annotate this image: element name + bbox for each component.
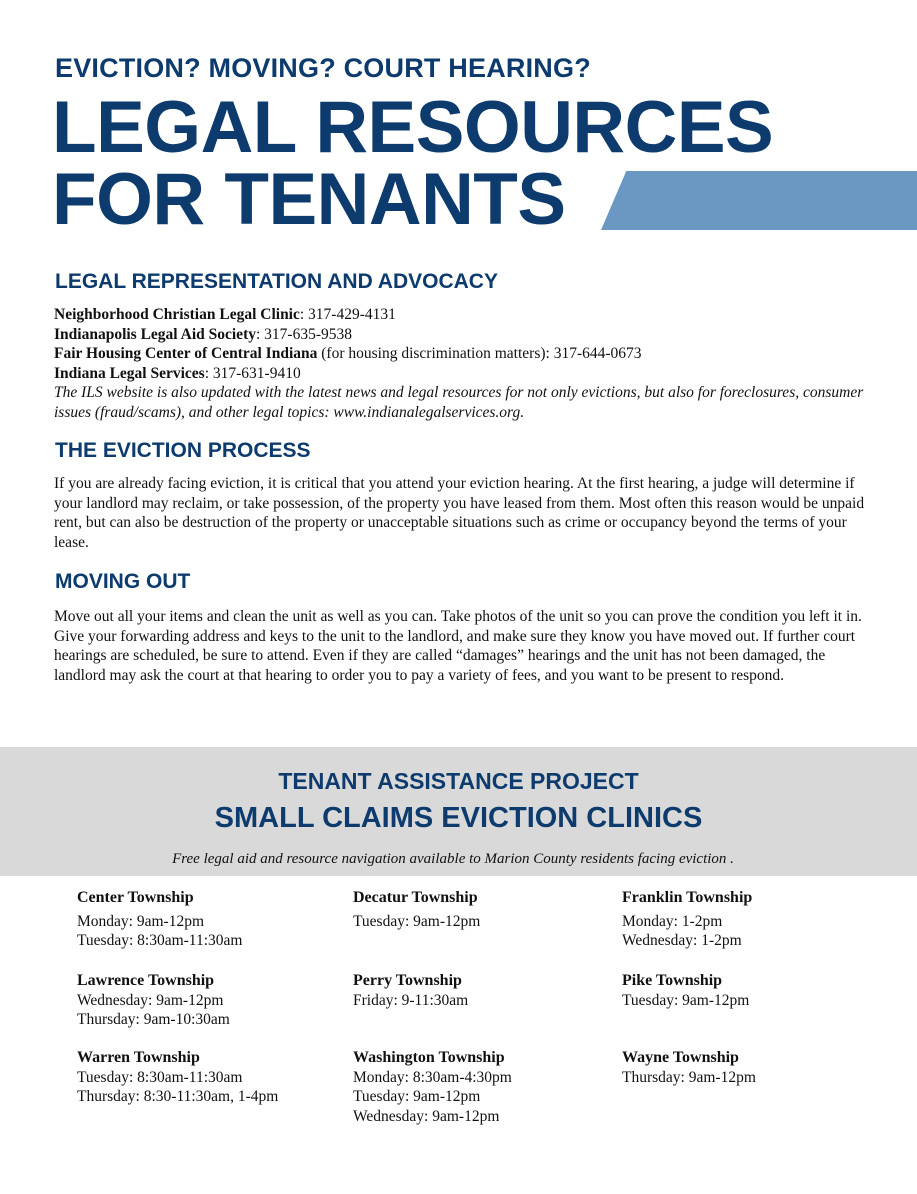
clinic-block xyxy=(353,888,613,931)
clinic-hours-line: Monday: 9am-12pm xyxy=(77,912,204,930)
legal-entry xyxy=(54,325,869,345)
township-name: Center Township xyxy=(77,889,194,906)
title-line-2: FOR TENANTS xyxy=(52,159,566,240)
legal-entry xyxy=(54,344,869,364)
township-name: Decatur Township xyxy=(353,889,478,906)
clinic-hours-line: Thursday: 9am-12pm xyxy=(622,1068,756,1086)
org-name: Fair Housing Center of Central Indiana xyxy=(54,345,318,362)
clinic-hours-line: Tuesday: 8:30am-11:30am xyxy=(77,1068,243,1086)
org-phone: : 317-635-9538 xyxy=(255,325,352,343)
clinic-hours xyxy=(622,991,882,1011)
clinic-hours-line: Tuesday: 9am-12pm xyxy=(353,1088,481,1105)
org-name: Indiana Legal Services xyxy=(54,364,205,382)
township-name: Franklin Township xyxy=(622,889,753,906)
clinic-hours xyxy=(622,912,882,951)
org-phone: : 317-631-9410 xyxy=(204,364,301,382)
township-name: Warren Township xyxy=(77,1049,200,1066)
clinic-hours-line: Wednesday: 9am-12pm xyxy=(353,1107,500,1125)
township-name: Pike Township xyxy=(622,972,723,989)
township-name: Wayne Township xyxy=(622,1049,739,1066)
clinic-hours xyxy=(77,991,337,1030)
header-kicker: EVICTION? MOVING? COURT HEARING? xyxy=(55,53,591,83)
clinic-hours-line: Tuesday: 9am-12pm xyxy=(353,912,481,930)
clinic-banner-line-2: SMALL CLAIMS EVICTION CLINICS xyxy=(214,802,703,834)
clinic-hours-line: Friday: 9-11:30am xyxy=(353,991,469,1009)
clinic-hours-line: Monday: 8:30am-4:30pm xyxy=(353,1068,512,1086)
moving-paragraph: Move out all your items and clean the unit as well as you can. Take photos of the unit so you can prove the condition you left it in. Give your forwarding address and keys to the unit to the landlord, and make sure they know you have moved out. If further court hearings are scheduled, be sure to attend. Even if they are called “damages” hearings and the unit has not been damaged, the landlord may ask the court at that hearing to order you to pay a variety of fees, and you want to be present to respond. xyxy=(54,608,862,684)
accent-bar xyxy=(601,171,917,230)
clinic-block xyxy=(77,971,337,1030)
clinic-block xyxy=(353,1048,613,1126)
legal-heading: LEGAL REPRESENTATION AND ADVOCACY xyxy=(55,270,498,293)
clinic-hours-line: Monday: 1-2pm xyxy=(622,912,723,930)
legal-entry xyxy=(54,305,869,325)
clinic-block xyxy=(622,888,882,951)
clinic-hours-line: Wednesday: 1-2pm xyxy=(622,932,742,949)
title-line-1: LEGAL RESOURCES xyxy=(52,87,774,168)
clinic-banner-line-1: TENANT ASSISTANCE PROJECT xyxy=(278,768,639,794)
clinic-hours-line: Wednesday: 9am-12pm xyxy=(77,991,224,1009)
org-name: Indianapolis Legal Aid Society xyxy=(54,325,256,343)
clinic-block xyxy=(622,971,882,1010)
clinic-hours-line: Tuesday: 8:30am-11:30am xyxy=(77,932,243,949)
org-phone: : 317-429-4131 xyxy=(299,306,396,323)
clinic-block xyxy=(77,888,337,951)
clinic-hours xyxy=(353,991,613,1011)
clinic-hours-line: Thursday: 9am-10:30am xyxy=(77,1011,230,1028)
clinic-block xyxy=(77,1048,337,1107)
org-name: Neighborhood Christian Legal Clinic xyxy=(54,306,300,323)
moving-heading: MOVING OUT xyxy=(55,570,191,593)
org-phone: : 317-644-0673 xyxy=(545,345,642,362)
clinic-hours-line: Tuesday: 9am-12pm xyxy=(622,991,750,1009)
clinic-hours xyxy=(77,1068,337,1107)
eviction-heading: THE EVICTION PROCESS xyxy=(55,439,311,462)
org-note: (for housing discrimination matters) xyxy=(317,345,546,362)
township-name: Washington Township xyxy=(353,1049,505,1066)
legal-entry xyxy=(54,364,869,384)
clinic-hours-line: Thursday: 8:30-11:30am, 1-4pm xyxy=(77,1088,279,1105)
clinic-block xyxy=(353,971,613,1010)
clinic-banner-subtitle: Free legal aid and resource navigation available to Marion County residents facing eviction . xyxy=(172,851,734,867)
township-name: Perry Township xyxy=(353,972,462,989)
clinic-hours xyxy=(77,912,337,951)
clinic-hours xyxy=(353,912,613,932)
clinic-block xyxy=(622,1048,882,1087)
legal-resource-list xyxy=(54,305,869,422)
clinic-hours xyxy=(353,1068,613,1127)
eviction-paragraph: If you are already facing eviction, it is critical that you attend your eviction hearing. At the first hearing, a judge will determine if your landlord may reclaim, or take possession, of the property you have leased from them. Most often this reason would be unpaid rent, but can also be destruction of the property or unacceptable situations such as crime or occupancy beyond the terms of your lease. xyxy=(54,475,865,551)
ils-website-note: The ILS website is also updated with the latest news and legal resources for not only evictions, but also for foreclosures, consumer issues (fraud/scams), and other legal topics: www.indianalegalservices.org. xyxy=(54,384,864,421)
clinic-hours xyxy=(622,1068,882,1088)
township-name: Lawrence Township xyxy=(77,972,215,989)
